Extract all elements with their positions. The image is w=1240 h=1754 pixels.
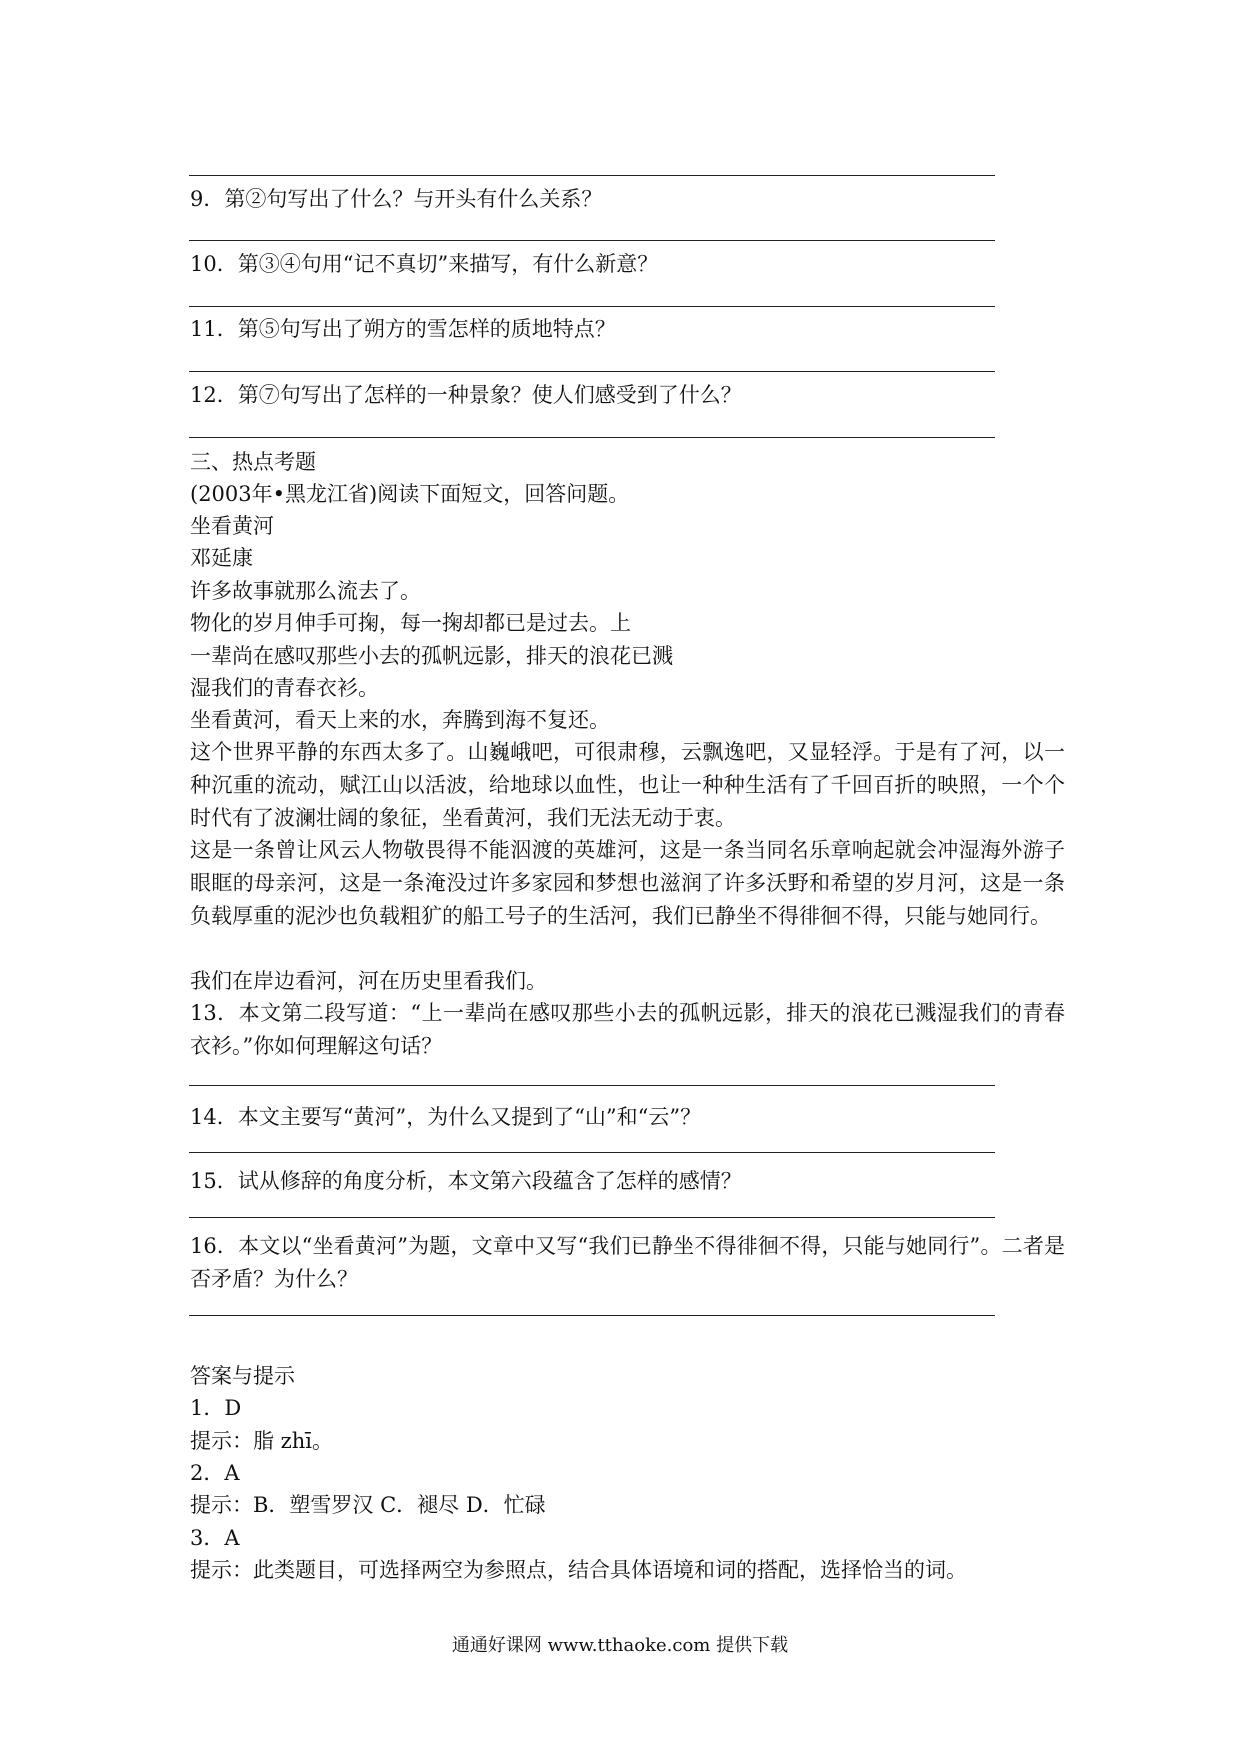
- section-intro: (2003年•黑龙江省)阅读下面短文，回答问题。: [190, 482, 630, 506]
- hint-3: 提示：此类题目，可选择两空为参照点，结合具体语境和词的搭配，选择恰当的词。: [190, 1558, 967, 1582]
- article-title: 坐看黄河: [190, 514, 274, 538]
- question-14: 14．本文主要写“黄河”，为什么又提到了“山”和“云”？: [190, 1105, 702, 1129]
- answer-rule: [189, 1315, 995, 1316]
- answer-rule: [189, 306, 995, 307]
- question-10: 10．第③④句用“记不真切”来描写，有什么新意？: [190, 252, 659, 276]
- article-paragraph: 这是一条曾让风云人物敬畏得不能泅渡的英雄河，这是一条当同名乐章响起就会冲湿海外游子眼眶的母亲河，这是一条淹没过许多家园和梦想也滋润了许多沃野和希望的岁月河，这是一条负载厚重的泥沙也负载粗犷的船工号子的生活河，我们已静坐不得徘徊不得，只能与她同行。: [190, 838, 1065, 928]
- question-11: 11．第⑤句写出了朔方的雪怎样的质地特点？: [190, 317, 616, 341]
- question-15: 15．试从修辞的角度分析，本文第六段蕴含了怎样的感情？: [190, 1169, 742, 1193]
- answer-rule: [189, 1085, 995, 1086]
- article-paragraph: 这个世界平静的东西太多了。山巍峨吧，可很肃穆，云飘逸吧，又显轻浮。于是有了河，以一种沉重的流动，赋江山以活波，给地球以血性，也让一种种生活有了千回百折的映照，一个个时代有了波澜壮阔的象征，坐看黄河，我们无法无动于衷。: [190, 740, 1065, 830]
- answer-2: 2．A: [190, 1461, 240, 1485]
- section-heading: 三、热点考题: [190, 450, 316, 474]
- article-line: 坐看黄河，看天上来的水，奔腾到海不复还。: [190, 708, 610, 732]
- article-line: 我们在岸边看河，河在历史里看我们。: [190, 969, 547, 993]
- article-line: 一辈尚在感叹那些小去的孤帆远影，排天的浪花已溅: [190, 644, 673, 668]
- hint-2: 提示：B．塑雪罗汉 C．褪尽 D．忙碌: [190, 1493, 546, 1517]
- answer-rule: [189, 1152, 995, 1153]
- hint-1: 提示：脂 zhī。: [190, 1429, 333, 1453]
- page-footer: 通通好课网 www.tthaoke.com 提供下载: [451, 1635, 789, 1656]
- answer-rule: [189, 1217, 995, 1218]
- answer-rule: [189, 437, 995, 438]
- answers-heading: 答案与提示: [190, 1364, 295, 1388]
- question-13: 13．本文第二段写道：“上一辈尚在感叹那些小去的孤帆远影，排天的浪花已溅湿我们的青春衣衫。”你如何理解这句话？: [190, 1001, 1065, 1058]
- answer-rule: [189, 240, 995, 241]
- article-line: 物化的岁月伸手可掬，每一掬却都已是过去。上: [190, 611, 631, 635]
- article-line: 许多故事就那么流去了。: [190, 579, 421, 603]
- answer-rule: [189, 371, 995, 372]
- question-12: 12．第⑦句写出了怎样的一种景象？使人们感受到了什么？: [190, 383, 742, 407]
- answer-rule: [189, 175, 995, 176]
- question-16: 16．本文以“坐看黄河”为题，文章中又写“我们已静坐不得徘徊不得，只能与她同行”。二者是否矛盾？为什么？: [190, 1234, 1065, 1291]
- question-9: 9．第②句写出了什么？与开头有什么关系？: [190, 187, 603, 211]
- answer-1: 1．D: [190, 1396, 242, 1420]
- article-author: 邓延康: [190, 546, 253, 570]
- answer-3: 3．A: [190, 1526, 240, 1550]
- article-line: 湿我们的青春衣衫。: [190, 676, 379, 700]
